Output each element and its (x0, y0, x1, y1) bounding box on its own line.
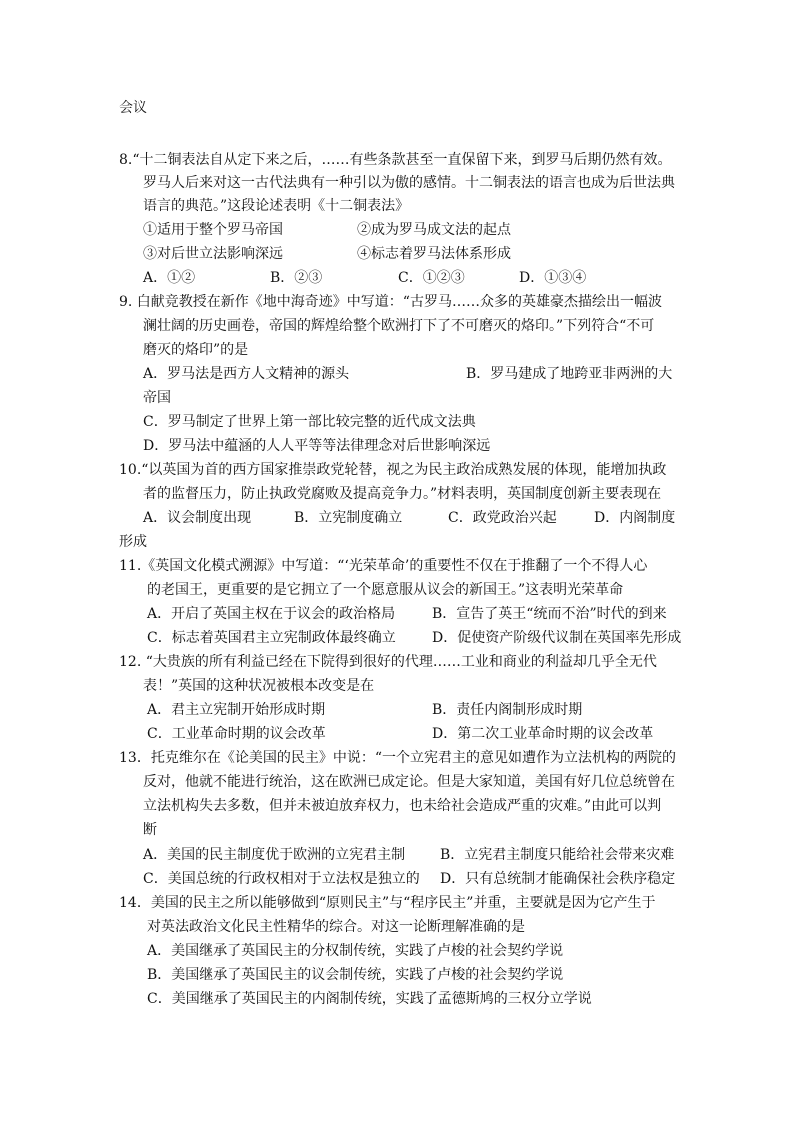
question-13-stem-line-2: 反对，他就不能进行统治，这在欧洲已成定论。但是大家知道，美国有好几位总统曾在 (143, 774, 675, 790)
question-13-option-b: B．立宪君主制度只能给社会带来灾难 (440, 847, 675, 863)
question-11-stem-line-1: 11.《英国文化模式溯源》中写道：“‘光荣革命’的重要性不仅在于推翻了一个不得人心 (119, 558, 648, 574)
question-8-item-2: ②成为罗马成文法的起点 (357, 222, 511, 238)
question-10-stem-line-1: 10.“以英国为首的西方国家推崇政党轮替，视之为民主政治成熟发展的体现，能增加执政 (119, 462, 667, 478)
question-8-item-3: ③对后世立法影响深远 (143, 246, 283, 262)
question-11-option-a: A．开启了英国主权在于议会的政治格局 (147, 606, 396, 622)
question-10-option-a: A．议会制度出现 (143, 510, 252, 526)
question-10-option-c: C．政党政治兴起 (448, 510, 557, 526)
question-10-option-d-wrap: 形成 (119, 534, 147, 550)
question-14-option-a: A．美国继承了英国民主的分权制传统，实践了卢梭的社会契约学说 (147, 943, 564, 959)
question-8-option-c: C．①②③ (398, 270, 465, 286)
question-8-item-4: ④标志着罗马法体系形成 (357, 246, 511, 262)
question-13-option-c: C．美国总统的行政权相对于立法权是独立的 (143, 871, 420, 887)
question-12-stem-line-2: 表！”英国的这种状况被根本改变是在 (143, 678, 375, 694)
question-12-option-d: D．第二次工业革命时期的议会改革 (432, 726, 654, 742)
question-9-option-b: B．罗马建成了地跨亚非两洲的大 (466, 366, 673, 382)
question-13-stem-line-4: 断 (143, 822, 157, 838)
question-9-option-d: D．罗马法中蕴涵的人人平等等法律理念对后世影响深远 (143, 438, 491, 454)
question-10-option-d: D．内阁制度 (594, 510, 676, 526)
question-12-option-c: C．工业革命时期的议会改革 (147, 726, 326, 742)
continuation-text: 会议 (119, 100, 147, 116)
question-8-stem-line-1: 8.“十二铜表法自从定下来之后，……有些条款甚至一直保留下来，到罗马后期仍然有效。 (119, 152, 672, 168)
question-10-option-b: B．立宪制度确立 (294, 510, 403, 526)
question-11-option-d: D．促使资产阶级代议制在英国率先形成 (432, 630, 682, 646)
question-9-option-c: C．罗马制定了世界上第一部比较完整的近代成文法典 (143, 414, 476, 430)
question-13-stem-line-3: 立法机构失去多数，但并未被迫放弃权力，也未给社会造成严重的灾难。”由此可以判 (143, 798, 662, 814)
question-14-option-c: C．美国继承了英国民主的内阁制传统，实践了孟德斯鸠的三权分立学说 (147, 991, 592, 1007)
question-9-option-b-wrap: 帝国 (143, 390, 171, 406)
question-14-stem-line-1: 14．美国的民主之所以能够做到“原则民主”与“程序民主”并重，主要就是因为它产生于 (119, 895, 656, 911)
question-9-stem-line-1: 9. 白献竞教授在新作《地中海奇迹》中写道：“古罗马……众多的英雄豪杰描绘出一幅波 (119, 294, 662, 310)
question-13-stem-line-1: 13．托克维尔在《论美国的民主》中说：“一个立宪君主的意见如遭作为立法机构的两院的 (119, 750, 676, 766)
question-8-option-b: B．②③ (270, 270, 323, 286)
question-8-stem-line-2: 罗马人后来对这一古代法典有一种引以为傲的感情。十二铜表法的语言也成为后世法典 (143, 175, 675, 191)
question-8-option-d: D．①③④ (519, 270, 587, 286)
question-12-option-a: A．君主立宪制开始形成时期 (147, 702, 326, 718)
question-12-stem-line-1: 12. “大贵族的所有利益已经在下院得到很好的代理……工业和商业的利益却几乎全无代 (119, 654, 657, 670)
question-11-option-c: C．标志着英国君主立宪制政体最终确立 (147, 630, 396, 646)
question-13-option-a: A．美国的民主制度优于欧洲的立宪君主制 (143, 847, 406, 863)
question-9-stem-line-3: 磨灭的烙印”的是 (143, 342, 249, 358)
question-8-item-1: ①适用于整个罗马帝国 (143, 222, 283, 238)
question-9-option-a: A．罗马法是西方人文精神的源头 (143, 366, 350, 382)
question-8-option-a: A．①② (143, 270, 196, 286)
question-14-stem-line-2: 对英法政治文化民主性精华的综合。对这一论断理解准确的是 (147, 919, 525, 935)
question-10-stem-line-2: 者的监督压力，防止执政党腐败及提高竞争力。”材料表明，英国制度创新主要表现在 (143, 486, 662, 502)
question-12-option-b: B．责任内阁制形成时期 (432, 702, 583, 718)
question-9-stem-line-2: 澜壮阔的历史画卷，帝国的辉煌给整个欧洲打下了不可磨灭的烙印。”下列符合“不可 (143, 318, 655, 334)
question-8-stem-line-3: 语言的典范。”这段论述表明《十二铜表法》 (143, 198, 410, 214)
question-11-stem-line-2: 的老国王，更重要的是它拥立了一个愿意服从议会的新国王。”这表明光荣革命 (147, 582, 624, 598)
question-11-option-b: B．宣告了英王“统而不治”时代的到来 (432, 606, 667, 622)
question-13-option-d: D．只有总统制才能确保社会秩序稳定 (440, 871, 676, 887)
question-14-option-b: B．美国继承了英国民主的议会制传统，实践了卢梭的社会契约学说 (147, 967, 564, 983)
